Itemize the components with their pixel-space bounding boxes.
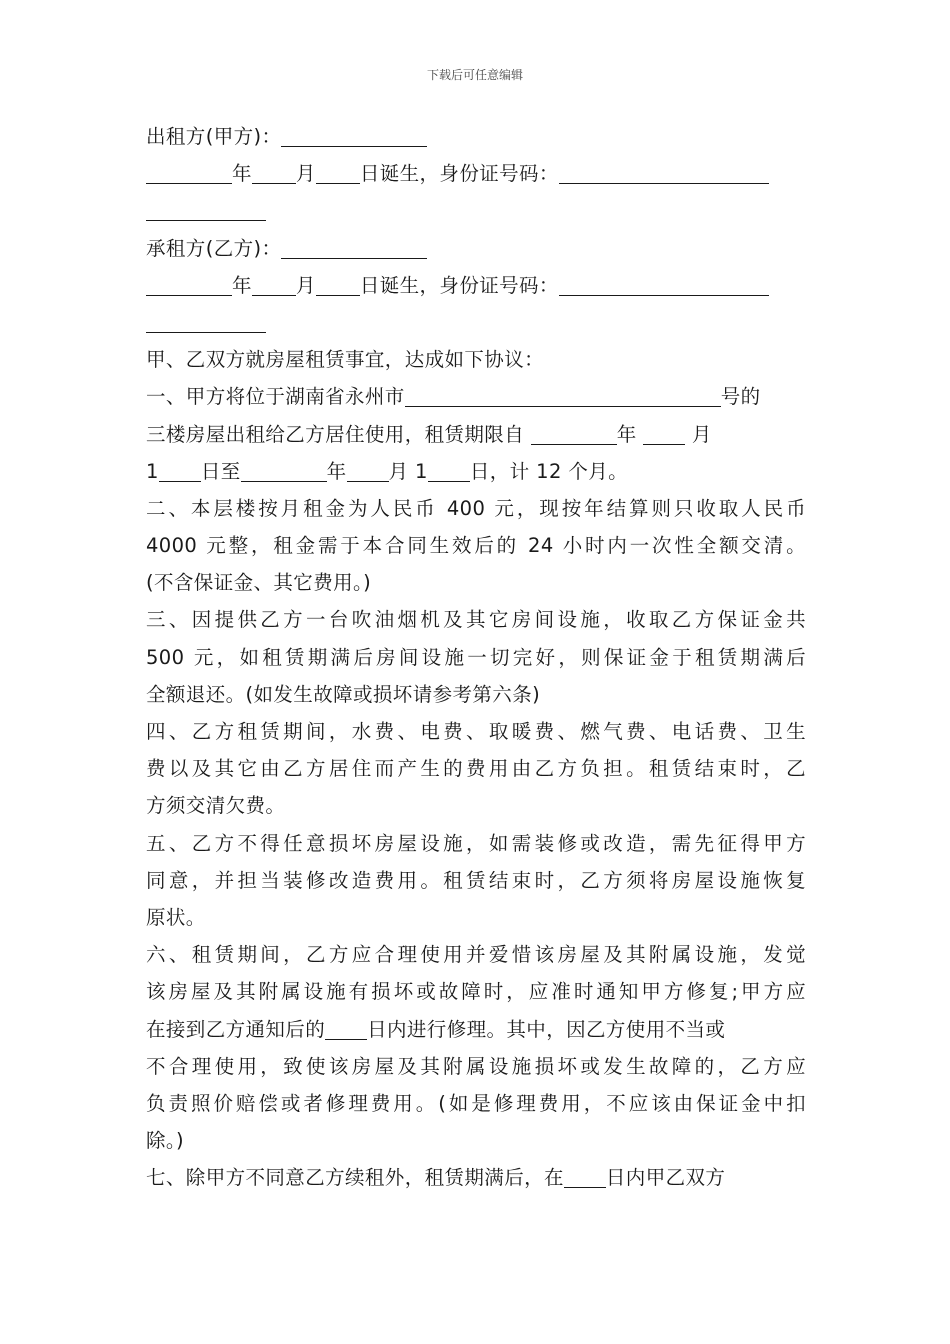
renewal-days-blank	[564, 1165, 606, 1188]
start-year-blank	[531, 422, 617, 445]
birth-year-blank	[146, 273, 232, 296]
clause-6-line-6: 除。)	[146, 1129, 185, 1153]
clause-3-line-1: 三、因提供乙方一台吹油烟机及其它房间设施，收取乙方保证金共	[146, 608, 806, 632]
birth-year-blank	[146, 161, 232, 184]
lessee-birth-line	[146, 267, 806, 304]
repair-days-blank	[325, 1017, 367, 1040]
clause-4-line-1: 四、乙方租赁期间，水费、电费、取暖费、燃气费、电话费、卫生	[146, 720, 806, 743]
birth-month-blank	[252, 273, 296, 296]
clause-1-text: 日，计 12 个月。	[469, 459, 629, 483]
address-blank	[405, 384, 721, 407]
month-label: 月	[295, 162, 316, 186]
intro-line: 甲、乙双方就房屋租赁事宜，达成如下协议：	[146, 348, 545, 372]
clause-3-line-2: 500 元，如租赁期满后房间设施一切完好，则保证金于租赁期满后	[146, 645, 806, 669]
id-number-blank	[559, 161, 769, 184]
birth-day-blank	[316, 273, 360, 296]
clause-4-line-3: 方须交清欠费。	[146, 794, 286, 818]
clause-1-text: 年	[616, 422, 637, 446]
clause-6-line-2: 该房屋及其附属设施有损坏或故障时，应准时通知甲方修复;甲方应	[146, 980, 806, 1004]
lessee-label: 承租方(乙方)：	[146, 236, 282, 260]
clause-6-line-5: 负责照价赔偿或者修理费用。(如是修理费用，不应该由保证金中扣	[146, 1091, 806, 1115]
clause-1-text: 年	[326, 459, 347, 483]
id-number-blank	[559, 273, 769, 296]
start-day-blank	[159, 459, 201, 482]
lessor-id-continuation	[146, 192, 806, 229]
header-note: 下载后可任意编辑	[426, 68, 523, 82]
clause-1-text: 月 1	[388, 459, 428, 483]
clause-1-text: 日至	[200, 459, 241, 483]
clause-1-text: 月	[691, 422, 712, 446]
clause-5-line-1: 五、乙方不得任意损坏房屋设施，如需装修或改造，需先征得甲方	[146, 831, 806, 855]
id-number-blank-cont	[146, 310, 266, 333]
clause-1-text: 号的	[720, 385, 761, 409]
id-label: 日诞生，身份证号码：	[359, 162, 559, 186]
year-label: 年	[232, 162, 252, 186]
clause-7-line-1	[146, 1159, 806, 1196]
clause-6-text: 在接到乙方通知后的	[146, 1017, 326, 1041]
clause-1-text: 三楼房屋出租给乙方居住使用，租赁期限自	[146, 422, 525, 446]
clause-5-line-2: 同意，并担当装修改造费用。租赁结束时，乙方须将房屋设施恢复	[146, 868, 806, 892]
birth-month-blank	[252, 161, 296, 184]
lessor-label: 出租方(甲方)：	[146, 125, 282, 148]
lessee-id-continuation	[146, 304, 806, 341]
clause-5-line-3: 原状。	[146, 905, 206, 929]
lessor-name-blank	[281, 124, 427, 147]
end-year-blank	[241, 459, 327, 482]
birth-day-blank	[316, 161, 360, 184]
clause-2-line-2: 4000 元整，租金需于本合同生效后的 24 小时内一次性全额交清。	[146, 534, 806, 558]
clause-7-text: 日内甲乙双方	[605, 1166, 726, 1190]
clause-2-line-3: (不含保证金、其它费用。)	[146, 571, 372, 595]
contract-body	[146, 118, 806, 1196]
clause-1-line-1	[146, 378, 806, 415]
clause-6-text: 日内进行修理。其中，因乙方使用不当或	[367, 1017, 726, 1041]
start-month-blank	[643, 422, 685, 445]
clause-3-line-3: 全额退还。(如发生故障或损坏请参考第六条)	[146, 682, 541, 706]
end-month-blank	[347, 459, 389, 482]
clause-1-line-2	[146, 416, 806, 453]
clause-6-line-1: 六、租赁期间，乙方应合理使用并爱惜该房屋及其附属设施，发觉	[146, 943, 806, 967]
id-label: 日诞生，身份证号码：	[359, 273, 559, 297]
clause-4-line-2: 费以及其它由乙方居住而产生的费用由乙方负担。租赁结束时，乙	[146, 757, 806, 781]
id-number-blank-cont	[146, 198, 266, 221]
clause-6-line-3	[146, 1011, 806, 1048]
lessee-name-blank	[281, 236, 427, 259]
clause-2-line-1: 二、本层楼按月租金为人民币 400 元，现按年结算则只收取人民币	[146, 496, 806, 520]
lessor-birth-line	[146, 155, 806, 192]
month-label: 月	[295, 273, 316, 297]
clause-1-text: 1	[146, 459, 159, 483]
clause-1-text: 一、甲方将位于湖南省永州市	[146, 385, 405, 409]
clause-1-line-3	[146, 453, 806, 490]
clause-6-line-4: 不合理使用，致使该房屋及其附属设施损坏或发生故障的，乙方应	[146, 1054, 806, 1078]
year-label: 年	[232, 273, 252, 297]
lessor-line	[146, 118, 806, 155]
lessee-line	[146, 230, 806, 267]
end-day-blank	[428, 459, 470, 482]
clause-7-text: 七、除甲方不同意乙方续租外，租赁期满后，在	[146, 1166, 564, 1190]
